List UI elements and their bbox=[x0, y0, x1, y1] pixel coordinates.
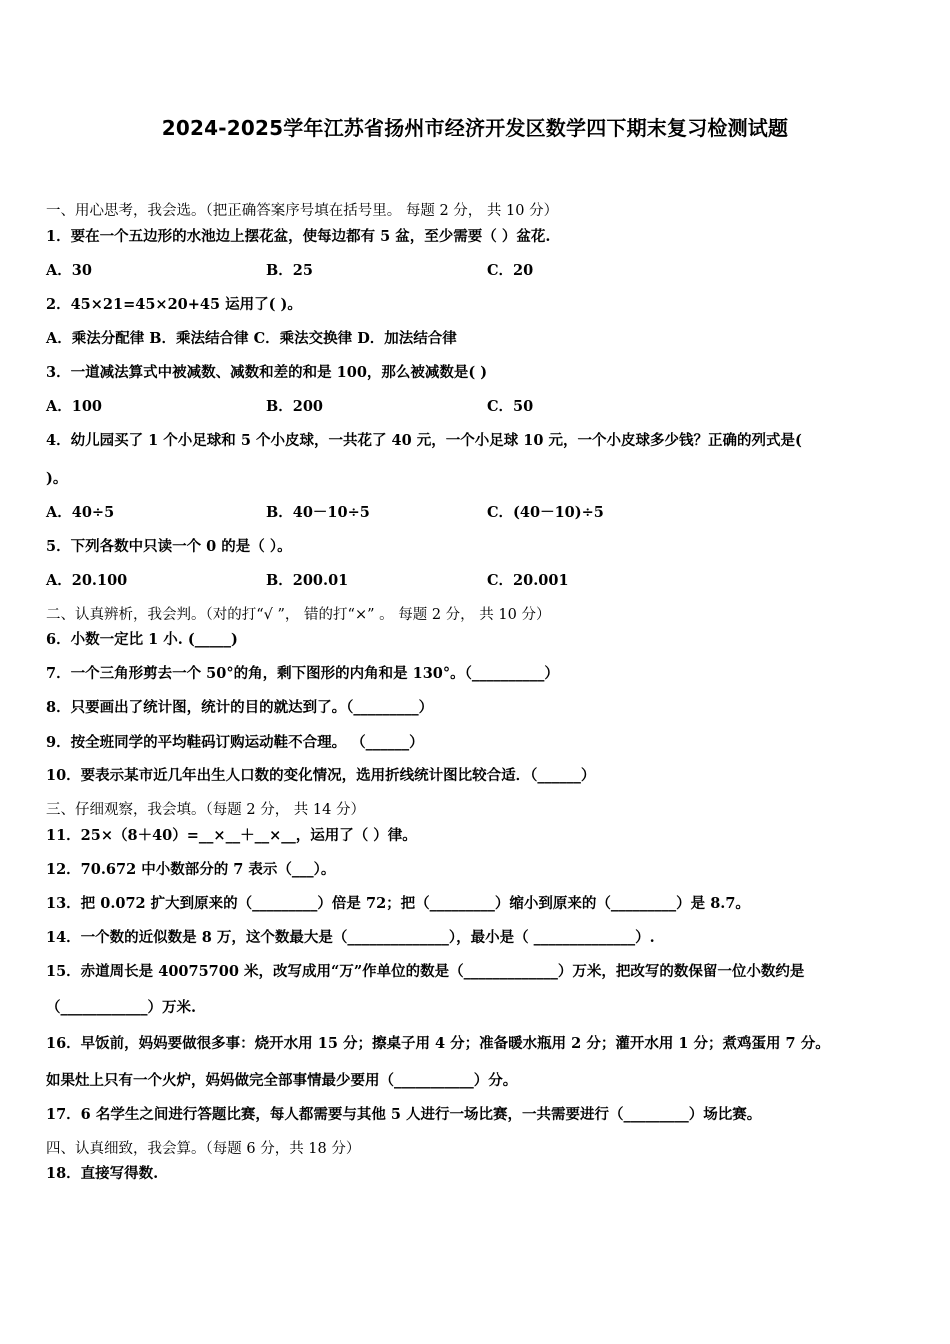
question-5: 5．下列各数中只读一个 0 的是（ ）。 bbox=[46, 538, 292, 555]
question-6: 6．小数一定比 1 小. (_____) bbox=[46, 631, 238, 648]
question-9: 9．按全班同学的平均鞋码订购运动鞋不合理。 （______） bbox=[46, 734, 424, 751]
q2-options: A．乘法分配律 B．乘法结合律 C．乘法交换律 D．加法结合律 bbox=[46, 330, 457, 347]
q3-option-a: A．100 bbox=[46, 398, 103, 415]
q4-option-b: B．40－10÷5 bbox=[266, 504, 370, 521]
question-13: 13．把 0.072 扩大到原来的（_________）倍是 72；把（_________）缩小到原来的（_________）是 8.7。 bbox=[46, 895, 750, 912]
question-4-line-1: 4．幼儿园买了 1 个小足球和 5 个小皮球，一共花了 40 元，一个小足球 10 元，一个小皮球多少钱？正确的列式是( bbox=[46, 432, 802, 449]
q3-option-b: B．200 bbox=[266, 398, 324, 415]
question-7: 7．一个三角形剪去一个 50°的角，剩下图形的内角和是 130°。（__________） bbox=[46, 665, 559, 682]
q4-option-c: C．(40－10)÷5 bbox=[487, 504, 604, 521]
q1-option-a: A．30 bbox=[46, 262, 92, 279]
question-16-line-1: 16．早饭前，妈妈要做很多事：烧开水用 15 分；擦桌子用 4 分；准备暖水瓶用 2 分；灌开水用 1 分；煮鸡蛋用 7 分。 bbox=[46, 1035, 830, 1052]
question-14: 14．一个数的近似数是 8 万，这个数最大是（______________），最小是（ ______________）. bbox=[46, 929, 655, 946]
section-heading-2: 二、认真辨析，我会判。（对的打“√ ”， 错的打“×” 。 每题 2 分， 共 10 分） bbox=[46, 607, 551, 623]
q4-option-a: A．40÷5 bbox=[46, 504, 115, 521]
question-18: 18．直接写得数. bbox=[46, 1165, 159, 1182]
section-heading-3: 三、仔细观察，我会填。（每题 2 分， 共 14 分） bbox=[46, 802, 365, 818]
section-heading-1: 一、用心思考，我会选。（把正确答案序号填在括号里。 每题 2 分， 共 10 分） bbox=[46, 203, 559, 219]
section-heading-4: 四、认真细致，我会算。（每题 6 分，共 18 分） bbox=[46, 1141, 361, 1157]
question-17: 17．6 名学生之间进行答题比赛，每人都需要与其他 5 人进行一场比赛，一共需要进行（_________）场比赛。 bbox=[46, 1106, 762, 1123]
question-16-line-2: 如果灶上只有一个火炉，妈妈做完全部事情最少要用（___________）分。 bbox=[46, 1072, 518, 1089]
question-8: 8．只要画出了统计图，统计的目的就达到了。（_________） bbox=[46, 699, 434, 716]
q1-option-b: B．25 bbox=[266, 262, 313, 279]
q1-option-c: C．20 bbox=[487, 262, 534, 279]
q5-option-a: A．20.100 bbox=[46, 572, 128, 589]
question-2: 2．45×21=45×20+45 运用了( )。 bbox=[46, 296, 302, 313]
question-10: 10．要表示某市近几年出生人口数的变化情况，选用折线统计图比较合适．（______） bbox=[46, 767, 596, 784]
question-3: 3．一道减法算式中被减数、减数和差的和是 100，那么被减数是( ) bbox=[46, 364, 488, 381]
question-15-line-1: 15．赤道周长是 40075700 米，改写成用“万”作单位的数是（_____________）万米，把改写的数保留一位小数约是 bbox=[46, 963, 805, 980]
question-11: 11．25×（8＋40）=__×__＋__×__，运用了（ ）律。 bbox=[46, 827, 417, 844]
page-title: 2024-2025学年江苏省扬州市经济开发区数学四下期末复习检测试题 bbox=[161, 116, 789, 140]
question-12: 12．70.672 中小数部分的 7 表示（___）。 bbox=[46, 861, 336, 878]
q3-option-c: C．50 bbox=[487, 398, 534, 415]
q5-option-b: B．200.01 bbox=[266, 572, 349, 589]
q5-option-c: C．20.001 bbox=[487, 572, 569, 589]
question-4-line-2: )。 bbox=[46, 470, 68, 487]
question-1: 1．要在一个五边形的水池边上摆花盆，使每边都有 5 盆，至少需要（ ）盆花. bbox=[46, 228, 551, 245]
question-15-line-2: （____________）万米. bbox=[46, 999, 197, 1016]
